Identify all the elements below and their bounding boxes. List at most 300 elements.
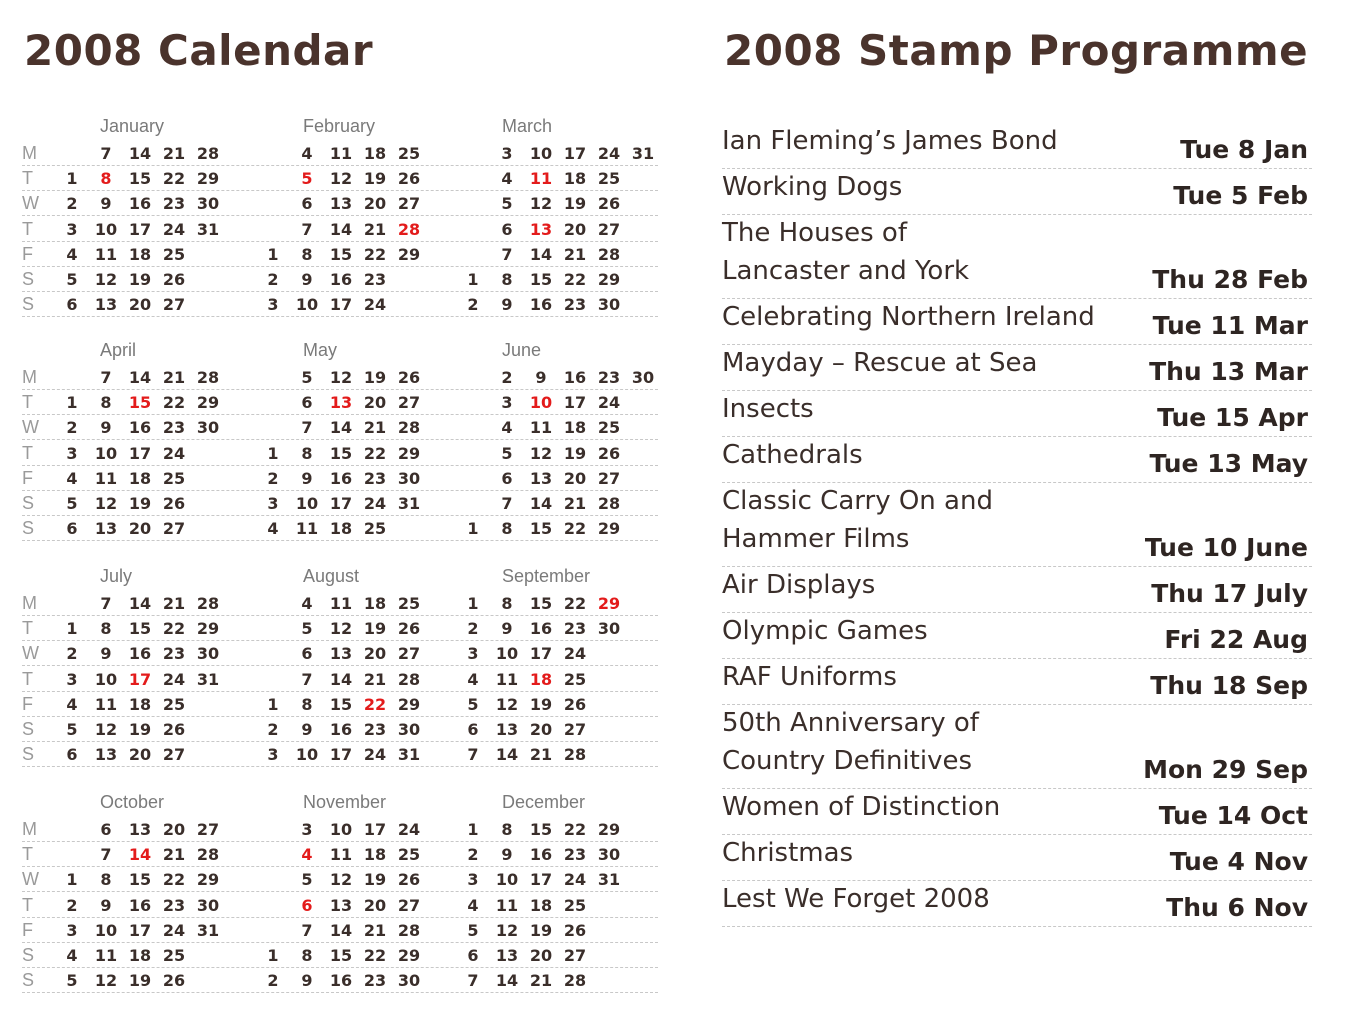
calendar-day: 8	[100, 393, 112, 413]
calendar-day: 23	[563, 845, 587, 865]
calendar-day: 8	[501, 519, 513, 539]
calendar-day: 11	[329, 845, 353, 865]
calendar-day: 17	[128, 669, 152, 689]
month-name: July	[100, 566, 133, 586]
calendar-day: 17	[563, 144, 587, 163]
calendar-day: 23	[162, 194, 186, 214]
calendar-day: 15	[329, 694, 353, 714]
calendar-day: 21	[529, 745, 553, 765]
calendar-day: 28	[397, 669, 421, 689]
calendar-day: 16	[529, 619, 553, 639]
day-letter: T	[22, 618, 33, 639]
issue-date: Tue 14 Oct	[1158, 801, 1308, 830]
calendar-day: 26	[162, 270, 186, 289]
calendar-day: 15	[329, 244, 353, 264]
calendar-day: 9	[100, 418, 112, 438]
calendar-day: 18	[128, 468, 152, 488]
day-letter: M	[22, 593, 37, 613]
calendar-day: 1	[467, 594, 479, 613]
calendar-day: 30	[631, 368, 655, 387]
calendar-day: 1	[66, 870, 78, 890]
calendar-day: 16	[329, 720, 353, 739]
calendar-day: 11	[495, 669, 519, 689]
calendar-day: 26	[563, 694, 587, 714]
calendar-day: 4	[501, 169, 513, 189]
calendar-day: 20	[128, 295, 152, 315]
calendar-day: 1	[467, 519, 479, 539]
month-name: April	[100, 340, 137, 360]
issue-date: Tue 11 Mar	[1152, 311, 1308, 340]
calendar-day: 10	[295, 745, 319, 765]
calendar-day: 12	[94, 494, 118, 513]
calendar-day: 11	[94, 694, 118, 714]
programme-item	[722, 390, 1312, 437]
calendar-day: 29	[397, 443, 421, 463]
calendar-day: 30	[397, 468, 421, 488]
calendar-day: 17	[128, 920, 152, 940]
calendar-day: 2	[66, 644, 78, 664]
calendar-day: 4	[501, 418, 513, 438]
calendar-day: 30	[196, 194, 220, 214]
issue-name: Christmas	[722, 838, 854, 868]
calendar-day: 22	[563, 519, 587, 539]
calendar-day: 21	[363, 219, 387, 239]
calendar-day: 8	[100, 870, 112, 890]
issue-name: Olympic Games	[722, 616, 928, 646]
calendar-day: 28	[196, 368, 220, 387]
programme-item	[722, 298, 1312, 345]
calendar-day: 20	[128, 519, 152, 539]
calendar-day: 2	[267, 971, 279, 991]
calendar-day: 22	[162, 169, 186, 189]
calendar-day: 1	[66, 169, 78, 189]
calendar-day: 14	[529, 244, 553, 264]
calendar-day: 20	[563, 468, 587, 488]
programme-item	[722, 482, 1312, 567]
calendar-day: 21	[363, 418, 387, 438]
calendar-day: 23	[363, 468, 387, 488]
issue-name: Women of Distinction	[722, 792, 1001, 822]
calendar-day: 2	[501, 368, 513, 387]
calendar-day: 20	[529, 946, 553, 965]
month-name: May	[303, 340, 338, 360]
calendar-day: 6	[501, 219, 513, 239]
calendar-day: 12	[495, 694, 519, 714]
calendar-day: 20	[563, 219, 587, 239]
calendar-day: 12	[529, 443, 553, 463]
calendar-day: 10	[94, 443, 118, 463]
calendar-day: 15	[529, 594, 553, 613]
calendar-day: 28	[196, 594, 220, 613]
calendar-day: 30	[597, 295, 621, 315]
calendar-day: 10	[495, 870, 519, 890]
calendar-day: 13	[529, 468, 553, 488]
calendar-day: 3	[267, 745, 279, 765]
calendar-day: 12	[94, 270, 118, 289]
calendar-day: 19	[363, 870, 387, 890]
calendar-day: 30	[597, 845, 621, 865]
month-name: June	[502, 340, 542, 360]
calendar-day: 31	[397, 494, 421, 513]
calendar-day: 9	[301, 270, 313, 289]
calendar-day: 28	[196, 845, 220, 865]
calendar-day: 25	[563, 669, 587, 689]
calendar-day: 17	[128, 443, 152, 463]
calendar-day: 6	[467, 720, 479, 739]
calendar-day: 20	[363, 393, 387, 413]
calendar-day: 8	[501, 270, 513, 289]
calendar-day: 13	[529, 219, 553, 239]
calendar-day: 28	[563, 745, 587, 765]
issue-name: Lest We Forget 2008	[722, 884, 990, 914]
calendar-day: 16	[128, 644, 152, 664]
calendar-day: 20	[162, 820, 186, 839]
calendar-day: 28	[196, 144, 220, 163]
day-letter: W	[22, 643, 39, 664]
calendar-day: 10	[529, 144, 553, 163]
calendar-day: 4	[66, 244, 78, 264]
calendar-day: 13	[329, 194, 353, 214]
calendar-day: 9	[501, 845, 513, 865]
day-letter: S	[22, 493, 35, 513]
calendar-day: 18	[363, 845, 387, 865]
calendar-day: 11	[94, 468, 118, 488]
calendar-day: 4	[66, 468, 78, 488]
calendar-day: 5	[467, 920, 479, 940]
calendar-day: 4	[467, 669, 479, 689]
issue-name: Celebrating Northern Ireland	[722, 302, 1095, 332]
issue-date: Thu 28 Feb	[1152, 265, 1308, 294]
calendar-day: 23	[363, 971, 387, 991]
calendar-day: 10	[94, 920, 118, 940]
calendar-day: 28	[563, 971, 587, 991]
day-letter: T	[22, 442, 33, 463]
issue-name: Insects	[722, 394, 814, 424]
calendar-day: 2	[467, 619, 479, 639]
calendar-day: 22	[162, 870, 186, 890]
calendar-day: 24	[363, 494, 387, 513]
calendar-day: 7	[301, 418, 313, 438]
calendar-day: 9	[100, 895, 112, 915]
calendar-day: 28	[397, 418, 421, 438]
calendar-day: 4	[267, 519, 279, 539]
calendar-day: 2	[267, 468, 279, 488]
day-letter: S	[22, 744, 35, 765]
calendar-day: 10	[94, 219, 118, 239]
calendar-day: 23	[563, 295, 587, 315]
day-letter: M	[22, 367, 37, 387]
calendar-day: 10	[295, 494, 319, 513]
day-letter: S	[22, 269, 35, 289]
calendar-day: 31	[196, 219, 220, 239]
calendar-day: 23	[363, 270, 387, 289]
calendar-day: 16	[329, 971, 353, 991]
calendar-day: 31	[631, 144, 655, 163]
calendar-day: 5	[301, 169, 313, 189]
month-name: December	[502, 792, 586, 812]
calendar-day: 4	[66, 694, 78, 714]
calendar-day: 7	[501, 244, 513, 264]
programme-item	[722, 834, 1312, 881]
calendar-day: 14	[128, 368, 152, 387]
calendar-day: 17	[329, 494, 353, 513]
calendar-day: 5	[66, 971, 78, 991]
calendar-day: 8	[100, 169, 112, 189]
month-name: March	[502, 116, 553, 136]
month-name: November	[303, 792, 387, 812]
calendar-day: 15	[329, 443, 353, 463]
calendar-day: 3	[301, 820, 313, 839]
calendar-day: 29	[597, 519, 621, 539]
calendar-day: 19	[529, 694, 553, 714]
calendar-day: 29	[397, 244, 421, 264]
calendar-day: 22	[563, 270, 587, 289]
calendar-day: 29	[196, 169, 220, 189]
calendar-day: 11	[495, 895, 519, 915]
calendar-day: 5	[301, 368, 313, 387]
calendar-day: 13	[329, 393, 353, 413]
calendar-day: 2	[467, 845, 479, 865]
issue-date: Tue 5 Feb	[1173, 181, 1308, 210]
calendar-day: 5	[66, 720, 78, 739]
calendar-day: 31	[597, 870, 621, 890]
calendar-day: 8	[301, 443, 313, 463]
calendar-day: 19	[128, 494, 152, 513]
calendar-day: 17	[363, 820, 387, 839]
calendar-day: 25	[397, 144, 421, 163]
calendar-day: 27	[563, 720, 587, 739]
calendar-day: 29	[397, 946, 421, 965]
calendar-day: 27	[597, 468, 621, 488]
calendar-day: 7	[301, 920, 313, 940]
calendar-day: 3	[66, 443, 78, 463]
calendar-day: 13	[94, 745, 118, 765]
calendar-day: 29	[397, 694, 421, 714]
calendar-day: 15	[529, 519, 553, 539]
issue-name: Air Displays	[722, 570, 876, 600]
calendar-day: 3	[501, 393, 513, 413]
calendar-day: 1	[267, 694, 279, 714]
day-letter: S	[22, 945, 35, 965]
calendar-day: 19	[363, 619, 387, 639]
calendar-day: 25	[563, 895, 587, 915]
calendar-day: 17	[529, 870, 553, 890]
calendar-day: 23	[162, 644, 186, 664]
calendar-day: 26	[162, 971, 186, 991]
calendar-day: 27	[397, 644, 421, 664]
calendar-day: 11	[94, 244, 118, 264]
day-letter: W	[22, 417, 39, 438]
calendar-day: 13	[329, 644, 353, 664]
calendar-day: 7	[100, 594, 112, 613]
day-letter: F	[22, 467, 33, 488]
programme-item	[722, 214, 1312, 299]
calendar-day: 26	[397, 169, 421, 189]
calendar-day: 21	[563, 244, 587, 264]
calendar-day: 19	[529, 920, 553, 940]
programme-item	[722, 344, 1312, 391]
calendar-day: 7	[301, 669, 313, 689]
calendar-day: 22	[563, 820, 587, 839]
programme-item	[722, 122, 1312, 169]
calendar-day: 23	[162, 418, 186, 438]
calendar-day: 29	[597, 270, 621, 289]
calendar-day: 21	[363, 920, 387, 940]
calendar-day: 10	[329, 820, 353, 839]
issue-date: Thu 6 Nov	[1166, 893, 1308, 922]
calendar-day: 27	[397, 393, 421, 413]
calendar-day: 30	[196, 644, 220, 664]
calendar-day: 18	[563, 169, 587, 189]
month-name: August	[303, 566, 360, 586]
calendar-day: 19	[363, 169, 387, 189]
calendar-day: 28	[397, 219, 421, 239]
month-name: January	[100, 116, 165, 136]
calendar-day: 2	[66, 895, 78, 915]
calendar-day: 7	[467, 971, 479, 991]
calendar-day: 5	[66, 270, 78, 289]
calendar-day: 11	[529, 169, 553, 189]
day-letter: S	[22, 294, 35, 315]
calendar-day: 28	[597, 244, 621, 264]
calendar-day: 24	[397, 820, 421, 839]
calendar-day: 16	[329, 270, 353, 289]
calendar-day: 9	[501, 295, 513, 315]
calendar-day: 3	[66, 669, 78, 689]
calendar-day: 16	[128, 418, 152, 438]
calendar-day: 19	[128, 270, 152, 289]
calendar-day: 21	[162, 845, 186, 865]
calendar-day: 3	[467, 644, 479, 664]
issue-date: Thu 17 July	[1151, 579, 1308, 608]
calendar-day: 12	[329, 619, 353, 639]
programme-item	[722, 704, 1312, 789]
calendar-day: 20	[363, 194, 387, 214]
calendar-day: 17	[529, 644, 553, 664]
calendar-day: 24	[563, 870, 587, 890]
calendar-day: 20	[363, 895, 387, 915]
calendar-day: 28	[597, 494, 621, 513]
calendar-title: 2008 Calendar	[24, 26, 374, 75]
day-letter: S	[22, 518, 35, 539]
calendar-day: 26	[162, 494, 186, 513]
calendar-day: 22	[363, 244, 387, 264]
month-name: February	[303, 116, 376, 136]
issue-name: Cathedrals	[722, 440, 863, 470]
calendar-day: 26	[563, 920, 587, 940]
calendar-day: 4	[301, 594, 313, 613]
calendar-day: 9	[535, 368, 547, 387]
calendar-day: 1	[467, 270, 479, 289]
calendar-day: 20	[529, 720, 553, 739]
calendar-day: 24	[363, 295, 387, 315]
calendar-day: 13	[94, 295, 118, 315]
calendar-day: 19	[363, 368, 387, 387]
calendar-day: 22	[162, 619, 186, 639]
programme-title: 2008 Stamp Programme	[724, 26, 1309, 75]
calendar-day: 6	[301, 895, 313, 915]
issue-date: Thu 13 Mar	[1149, 357, 1308, 386]
calendar-day: 2	[66, 418, 78, 438]
calendar-day: 6	[301, 393, 313, 413]
month-name: September	[502, 566, 591, 586]
issue-date: Tue 4 Nov	[1169, 847, 1308, 876]
calendar-day: 8	[301, 946, 313, 965]
calendar-day: 27	[162, 295, 186, 315]
calendar-day: 21	[162, 594, 186, 613]
calendar-day: 27	[397, 194, 421, 214]
issue-name: The Houses of Lancaster and York	[722, 218, 970, 286]
calendar-day: 12	[529, 194, 553, 214]
calendar-day: 6	[66, 519, 78, 539]
calendar-day: 25	[162, 694, 186, 714]
calendar-day: 25	[162, 244, 186, 264]
calendar-day: 19	[563, 443, 587, 463]
calendar-day: 16	[329, 468, 353, 488]
calendar-day: 17	[563, 393, 587, 413]
calendar-day: 2	[267, 270, 279, 289]
programme-item	[722, 612, 1312, 659]
calendar-day: 14	[329, 669, 353, 689]
calendar-day: 18	[128, 946, 152, 965]
calendar-day: 17	[329, 745, 353, 765]
calendar-day: 31	[196, 920, 220, 940]
day-letter: M	[22, 819, 37, 839]
calendar-day: 25	[162, 946, 186, 965]
day-letter: T	[22, 844, 33, 865]
calendar-day: 17	[128, 219, 152, 239]
calendar-day: 9	[301, 468, 313, 488]
calendar-day: 5	[301, 870, 313, 890]
calendar-day: 29	[597, 820, 621, 839]
calendar-day: 26	[597, 443, 621, 463]
programme-item	[722, 436, 1312, 483]
calendar-day: 6	[301, 644, 313, 664]
calendar-day: 10	[295, 295, 319, 315]
calendar-day: 23	[363, 720, 387, 739]
calendar-day: 15	[128, 393, 152, 413]
calendar-day: 31	[397, 745, 421, 765]
calendar-day: 24	[563, 644, 587, 664]
calendar-day: 9	[100, 644, 112, 664]
calendar-day: 7	[301, 219, 313, 239]
calendar-day: 22	[162, 393, 186, 413]
day-letter: W	[22, 869, 39, 890]
calendar-day: 2	[66, 194, 78, 214]
calendar-day: 8	[501, 820, 513, 839]
calendar-day: 12	[329, 870, 353, 890]
calendar-day: 24	[162, 669, 186, 689]
calendar-day: 1	[66, 619, 78, 639]
issue-date: Tue 13 May	[1149, 449, 1308, 478]
calendar-day: 30	[397, 720, 421, 739]
calendar-day: 29	[196, 619, 220, 639]
programme-item	[722, 658, 1312, 705]
calendar-day: 30	[196, 895, 220, 915]
calendar-day: 8	[301, 244, 313, 264]
calendar-day: 6	[301, 194, 313, 214]
calendar-day: 27	[397, 895, 421, 915]
stamp-programme-page	[690, 0, 1346, 1014]
day-letter: W	[22, 193, 39, 214]
calendar-day: 18	[363, 144, 387, 163]
calendar-day: 27	[597, 219, 621, 239]
issue-name: Classic Carry On and Hammer Films	[722, 486, 993, 554]
calendar-day: 25	[397, 845, 421, 865]
calendar-day: 30	[196, 418, 220, 438]
calendar-day: 3	[267, 295, 279, 315]
issue-date: Tue 8 Jan	[1180, 135, 1308, 164]
